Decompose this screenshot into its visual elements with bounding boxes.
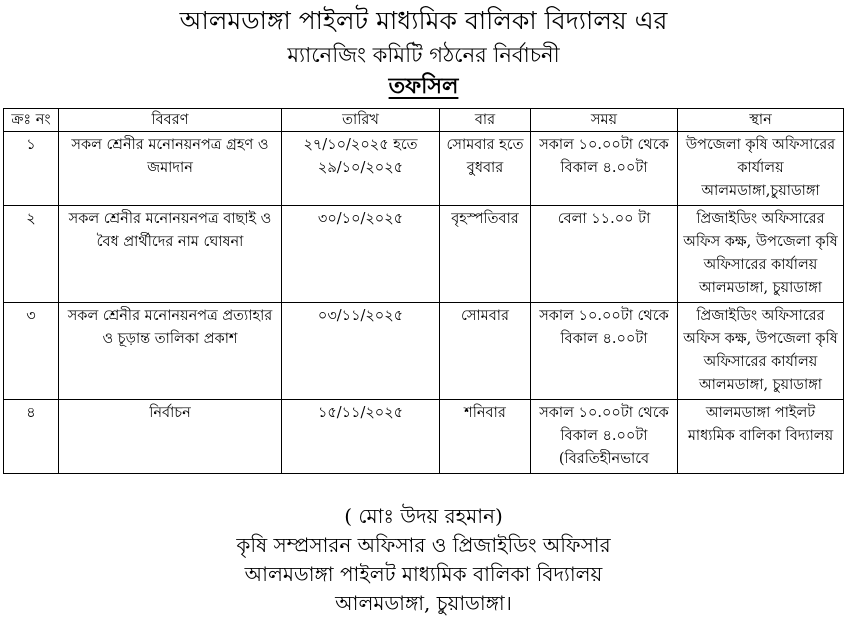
- column-header-description: বিবরণ: [59, 109, 282, 132]
- table-row: [4, 132, 844, 206]
- cell-venue: উপজেলা কৃষি অফিসারের কার্যালয় আলমডাঙ্গা,চুয়াডাঙ্গা: [678, 132, 844, 206]
- cell-serial: ৩: [4, 303, 59, 400]
- table-row: [4, 303, 844, 400]
- column-header-serial: ক্রঃ নং: [4, 109, 59, 132]
- column-header-venue: স্থান: [678, 109, 844, 132]
- column-header-date: তারিখ: [282, 109, 440, 132]
- signatory-location: আলমডাঙ্গা, চুয়াডাঙ্গা।: [335, 591, 512, 615]
- signatory-name: ( মোঃ উদয় রহমান): [344, 504, 503, 528]
- cell-serial: ২: [4, 206, 59, 303]
- cell-description: সকল শ্রেনীর মনোনয়নপত্র বাছাই ও বৈধ প্রার্থীদের নাম ঘোষনা: [59, 206, 282, 303]
- school-title: আলমডাঙ্গা পাইলট মাধ্যমিক বালিকা বিদ্যালয় এর: [179, 6, 668, 35]
- signatory-institution: আলমডাঙ্গা পাইলট মাধ্যমিক বালিকা বিদ্যালয়: [244, 562, 603, 586]
- cell-time: সকাল ১০.০০টা থেকে বিকাল ৪.০০টা (বিরতিহীনভাবে: [531, 400, 678, 474]
- cell-time: বেলা ১১.০০ টা: [531, 206, 678, 303]
- cell-venue: প্রিজাইডিং অফিসারের অফিস কক্ষ, উপজেলা কৃষি অফিসারের কার্যালয় আলমডাঙ্গা, চুয়াডাঙ্গা: [678, 303, 844, 400]
- cell-serial: ৪: [4, 400, 59, 474]
- cell-description: সকল শ্রেনীর মনোনয়নপত্র গ্রহণ ও জমাদান: [59, 132, 282, 206]
- cell-description: নির্বাচন: [59, 400, 282, 474]
- cell-time: সকাল ১০.০০টা থেকে বিকাল ৪.০০টা: [531, 303, 678, 400]
- column-header-time: সময়: [531, 109, 678, 132]
- cell-time: সকাল ১০.০০টা থেকে বিকাল ৪.০০টা: [531, 132, 678, 206]
- cell-date: ৩০/১০/২০২৫: [282, 206, 440, 303]
- table-header-row: [4, 109, 844, 132]
- cell-day: বৃহস্পতিবার: [440, 206, 531, 303]
- cell-date: ১৫/১১/২০২৫: [282, 400, 440, 474]
- cell-description: সকল শ্রেনীর মনোনয়নপত্র প্রত্যাহার ও চূড়ান্ত তালিকা প্রকাশ: [59, 303, 282, 400]
- schedule-table: [3, 108, 844, 474]
- column-header-day: বার: [440, 109, 531, 132]
- election-title: ম্যানেজিং কমিটি গঠনের নির্বাচনী: [287, 43, 560, 67]
- document-header: [0, 4, 847, 100]
- cell-date: ০৩/১১/২০২৫: [282, 303, 440, 400]
- table-row: [4, 400, 844, 474]
- cell-serial: ১: [4, 132, 59, 206]
- signatory-designation: কৃষি সম্প্রসারন অফিসার ও প্রিজাইডিং অফিসার: [236, 533, 611, 557]
- cell-day: সোমবার হতে বুধবার: [440, 132, 531, 206]
- cell-date: ২৭/১০/২০২৫ হতে ২৯/১০/২০২৫: [282, 132, 440, 206]
- schedule-heading: তফসিল: [388, 73, 459, 99]
- signature-block: [0, 502, 847, 618]
- table-row: [4, 206, 844, 303]
- cell-venue: প্রিজাইডিং অফিসারের অফিস কক্ষ, উপজেলা কৃষি অফিসারের কার্যালয় আলমডাঙ্গা, চুয়াডাঙ্গা: [678, 206, 844, 303]
- cell-venue: আলমডাঙ্গা পাইলট মাধ্যমিক বালিকা বিদ্যালয়: [678, 400, 844, 474]
- cell-day: সোমবার: [440, 303, 531, 400]
- cell-day: শনিবার: [440, 400, 531, 474]
